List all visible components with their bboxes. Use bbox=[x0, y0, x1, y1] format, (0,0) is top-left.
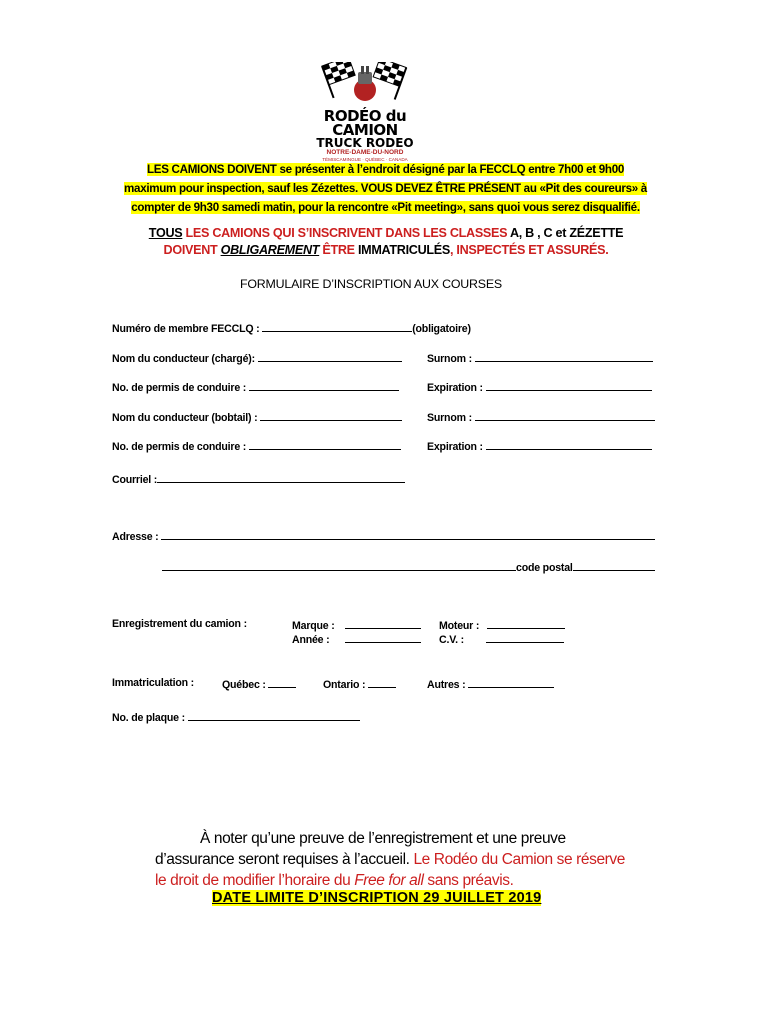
member-number-label: Numéro de membre FECCLQ : bbox=[112, 323, 263, 335]
plate-registration-label: Immatriculation : bbox=[112, 677, 194, 689]
driver-name-row bbox=[112, 351, 402, 365]
closing-line-3b: Free for all bbox=[354, 872, 424, 889]
requirement-classes: A, B , C et ZÉZETTE bbox=[509, 226, 624, 240]
member-number-field[interactable] bbox=[262, 321, 412, 332]
brand-field[interactable] bbox=[345, 618, 421, 629]
requirement-text-c: ÊTRE bbox=[319, 243, 358, 257]
nickname-1-field[interactable] bbox=[475, 351, 653, 362]
requirement-text-b: DOIVENT bbox=[163, 243, 221, 257]
email-row bbox=[112, 472, 405, 486]
postal-code-field[interactable] bbox=[573, 560, 655, 571]
truck-registration-label: Enregistrement du camion : bbox=[112, 618, 247, 630]
expiration-2-label: Expiration : bbox=[427, 441, 486, 453]
requirement-oblig: OBLIGAREMENT bbox=[220, 243, 320, 257]
closing-line-3c: sans préavis. bbox=[423, 872, 514, 889]
requirement-immat: IMMATRICULÉS bbox=[357, 243, 450, 257]
quebec-row bbox=[222, 677, 296, 691]
member-number-note: (obligatoire) bbox=[412, 323, 471, 335]
driver-bobtail-label: Nom du conducteur (bobtail) : bbox=[112, 412, 261, 424]
expiration-2-field[interactable] bbox=[486, 439, 652, 450]
rodeo-logo bbox=[300, 62, 430, 162]
others-row bbox=[427, 677, 554, 691]
notice-line-2: maximum pour inspection, sauf les Zézettes. VOUS DEVEZ ÊTRE PRÉSENT au «Pit des coureurs» à bbox=[124, 182, 647, 195]
others-label: Autres : bbox=[427, 679, 469, 691]
address-line-2-row bbox=[162, 560, 655, 574]
ontario-label: Ontario : bbox=[323, 679, 369, 691]
engine-label: Moteur : bbox=[439, 620, 480, 632]
driver-name-field[interactable] bbox=[258, 351, 402, 362]
plate-number-label: No. de plaque : bbox=[112, 712, 188, 724]
plate-number-row bbox=[112, 710, 360, 724]
license-2-field[interactable] bbox=[249, 439, 401, 450]
member-number-row bbox=[112, 321, 471, 335]
cv-field[interactable] bbox=[486, 632, 564, 643]
logo-region: TÉMISCAMINGUE · QUÉBEC · CANADA bbox=[322, 157, 408, 162]
license-2-row bbox=[112, 439, 401, 453]
year-label: Année : bbox=[292, 634, 330, 646]
driver-name-label: Nom du conducteur (chargé): bbox=[112, 353, 258, 365]
license-1-row bbox=[112, 380, 399, 394]
license-2-label: No. de permis de conduire : bbox=[112, 441, 249, 453]
address-label: Adresse : bbox=[112, 531, 162, 543]
address-line-2-field[interactable] bbox=[162, 560, 516, 571]
year-row bbox=[292, 632, 421, 646]
address-field[interactable] bbox=[161, 529, 655, 540]
cv-label: C.V. : bbox=[439, 634, 464, 646]
postal-code-label: code postal bbox=[516, 562, 573, 574]
expiration-1-row bbox=[427, 380, 652, 394]
email-label: Courriel : bbox=[112, 474, 158, 486]
closing-note bbox=[155, 828, 645, 891]
expiration-1-label: Expiration : bbox=[427, 382, 486, 394]
year-field[interactable] bbox=[345, 632, 421, 643]
address-row bbox=[112, 529, 655, 543]
nickname-2-field[interactable] bbox=[475, 410, 655, 421]
driver-bobtail-field[interactable] bbox=[260, 410, 402, 421]
logo-location: NOTRE-DAME-DU-NORD bbox=[326, 149, 404, 156]
nickname-2-row bbox=[427, 410, 655, 424]
nickname-1-label: Surnom : bbox=[427, 353, 475, 365]
engine-row bbox=[439, 618, 565, 632]
closing-line-2b: Le Rodéo du Camion se réserve bbox=[413, 851, 626, 868]
requirement-tous: TOUS bbox=[148, 226, 183, 240]
expiration-1-field[interactable] bbox=[486, 380, 652, 391]
nickname-2-label: Surnom : bbox=[427, 412, 475, 424]
driver-bobtail-row bbox=[112, 410, 402, 424]
closing-line-1: À noter qu’une preuve de l’enregistrement et une preuve bbox=[200, 830, 566, 847]
notice-line-1: LES CAMIONS DOIVENT se présenter à l’endroit désigné par la FECCLQ entre 7h00 et 9h00 bbox=[146, 163, 625, 176]
license-1-label: No. de permis de conduire : bbox=[112, 382, 249, 394]
logo-title: RODÉO du CAMION bbox=[323, 107, 407, 139]
quebec-field[interactable] bbox=[268, 677, 296, 688]
ontario-field[interactable] bbox=[368, 677, 396, 688]
license-1-field[interactable] bbox=[249, 380, 399, 391]
engine-field[interactable] bbox=[487, 618, 565, 629]
nickname-1-row bbox=[427, 351, 653, 365]
registration-deadline: DATE LIMITE D’INSCRIPTION 29 JUILLET 2019 bbox=[212, 890, 542, 906]
logo-subtitle: TRUCK RODEO bbox=[316, 136, 414, 150]
email-field[interactable] bbox=[157, 472, 405, 483]
notice-line-3: compter de 9h30 samedi matin, pour la rencontre «Pit meeting», sans quoi vous serez disqualifié. bbox=[131, 201, 640, 214]
cv-row bbox=[439, 632, 564, 646]
arrival-notice bbox=[108, 160, 663, 217]
requirement-text-d: , INSPECTÉS ET ASSURÉS. bbox=[449, 243, 609, 257]
quebec-label: Québec : bbox=[222, 679, 269, 691]
brand-row bbox=[292, 618, 421, 632]
brand-label: Marque : bbox=[292, 620, 335, 632]
plate-number-field[interactable] bbox=[188, 710, 360, 721]
checkered-flags-icon bbox=[300, 62, 430, 106]
others-field[interactable] bbox=[468, 677, 554, 688]
requirement-text-a: LES CAMIONS QUI S’INSCRIVENT DANS LES CLASSES bbox=[182, 226, 510, 240]
closing-line-2a: d’assurance seront requises à l’accueil. bbox=[155, 851, 414, 868]
form-title: FORMULAIRE D’INSCRIPTION AUX COURSES bbox=[240, 277, 502, 291]
closing-line-3a: le droit de modifier l’horaire du bbox=[155, 872, 355, 889]
ontario-row bbox=[323, 677, 396, 691]
expiration-2-row bbox=[427, 439, 652, 453]
registration-requirement bbox=[110, 225, 662, 259]
